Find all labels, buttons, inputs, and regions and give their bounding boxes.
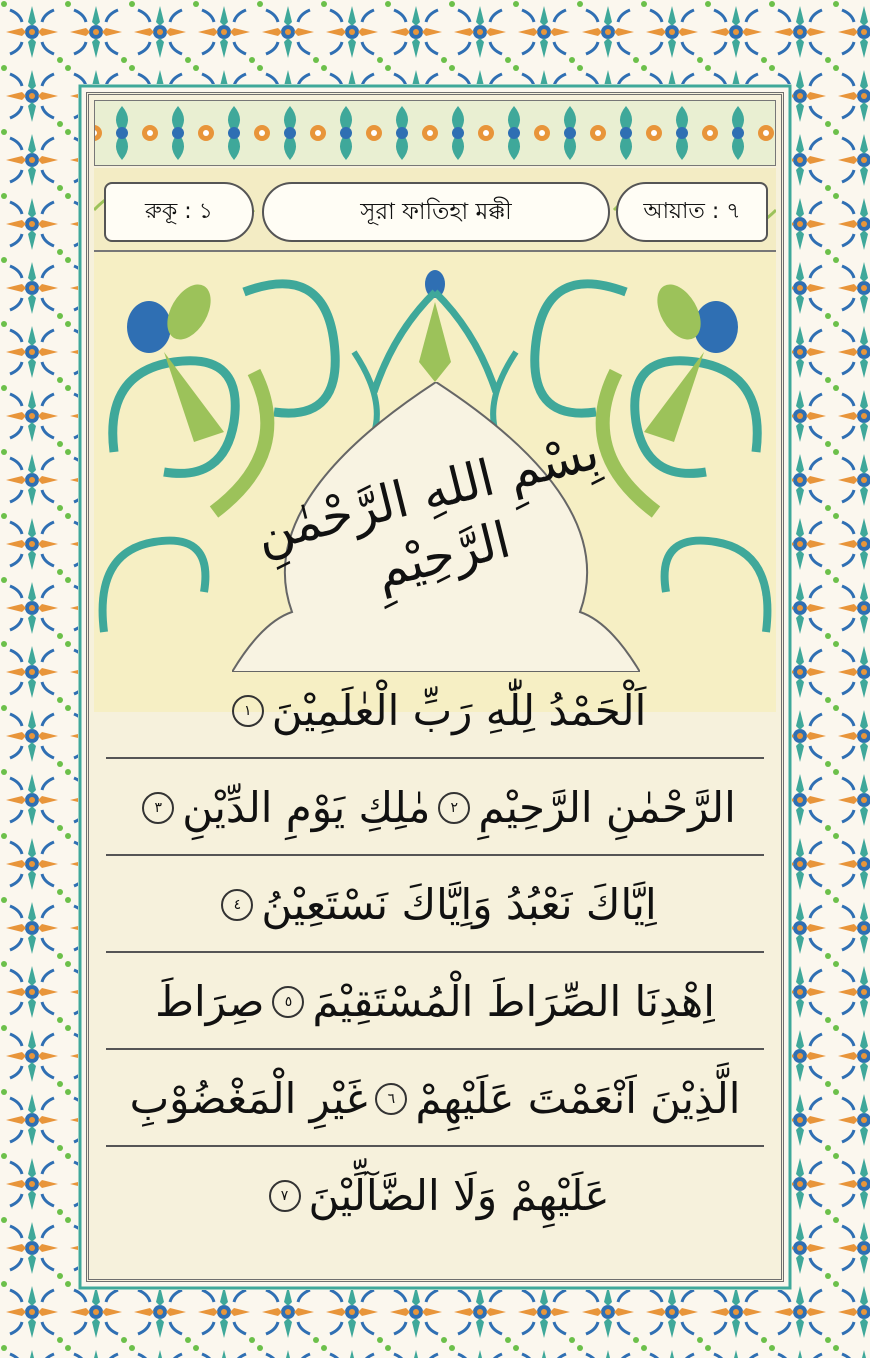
ruku-label: রুকূ : ১ [104,182,254,242]
verses-panel [106,664,764,1259]
verse-line [106,664,764,759]
verse-text: اَلْحَمْدُ لِلّٰهِ رَبِّ الْعٰلَمِيْنَ [271,686,647,735]
verse-line [106,1149,764,1242]
ayah-number-marker: ٥ [272,986,304,1018]
verse-text: اِهْدِنَا الصِّرَاطَ الْمُسْتَقِيْمَ [312,977,715,1026]
verse-line [106,955,764,1050]
verse-text: الرَّحْمٰنِ الرَّحِيْمِ [478,783,736,832]
verse-text: اِيَّاكَ نَعْبُدُ وَاِيَّاكَ نَسْتَعِيْنُ [261,880,657,929]
verse-text: غَيْرِ الْمَغْضُوْبِ [129,1074,368,1123]
verse-text: الَّذِيْنَ اَنْعَمْتَ عَلَيْهِمْ [415,1074,741,1123]
ayah-number-marker: ٣ [142,792,174,824]
ayah-number-marker: ٧ [269,1180,301,1212]
ayah-number-marker: ١ [232,695,264,727]
surah-title: সূরা ফাতিহা মক্কী [262,182,610,242]
verse-line [106,761,764,856]
ayah-number-marker: ٢ [438,792,470,824]
ayat-count-label: আয়াত : ৭ [616,182,768,242]
ayah-number-marker: ٤ [221,889,253,921]
verse-line [106,858,764,953]
top-ornament-band [94,100,776,166]
verse-text: مٰلِكِ يَوْمِ الدِّيْنِ [182,783,431,832]
bismillah-calligraphy: بِسْمِ اللهِ الرَّحْمٰنِ الرَّحِيْمِ [250,422,605,600]
ayah-number-marker: ٦ [375,1083,407,1115]
verse-line [106,1052,764,1147]
verse-text: عَلَيْهِمْ وَلَا الضَّآلِّيْنَ [308,1171,610,1220]
verse-text: صِرَاطَ [155,977,265,1026]
